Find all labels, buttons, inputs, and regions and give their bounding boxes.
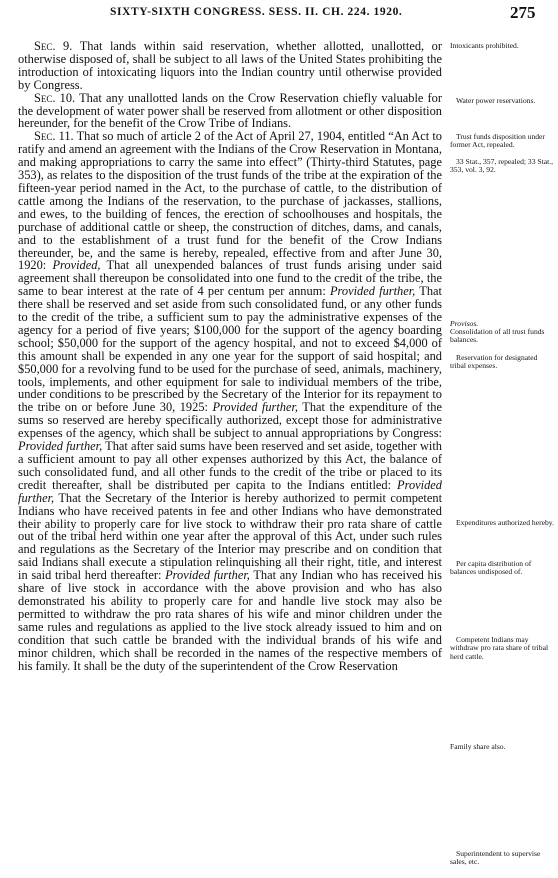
margin-note-consolidation: Consolidation of all trust funds balances. [450,327,545,345]
margin-note-competent-indians: Competent Indians may withdraw pro rata share of tribal herd cattle. [450,635,549,661]
section-11-paragraph [18,130,442,672]
proviso-italic: Provided further, [18,439,103,454]
page-number: 275 [510,3,536,22]
section-11-text-part: That there shall be reserved and set aside from such consolidated fund, or any other funds to the credit of the tribe, a sufficient sum to pay the administrative expenses of the agency for a period of five years; $100,000 for the support of the agency boarding school; $50,000 for the support of the agency hospital, and not to exceed $4,000 of this amount shall be expended in any one year for the support of said hospital; and $50,000 for a revolving fund to be used for the purchase of seed, animals, machinery, tools, implements, and other equipment for sale to individual members of the tribe, under conditions to be prescribed by the Secretary of the Interior for its repayment to the tribe on or before June 30, 1925: [18,284,442,415]
section-9-text: That lands within said reservation, whether allotted, unallotted, or otherwise disposed of, shall be subject to all laws of the United States prohibiting the introduction of intoxicating liquors into the Indian country until otherwise provided by Congress. [18,39,442,92]
margin-note-citation: 33 Stat., 357, repealed; 33 Stat., 353, vol. 3, 92. [450,157,554,175]
section-9-label: Sec. 9. [34,39,73,53]
page-header [0,3,558,23]
margin-note-family-share: Family share also. [450,742,506,751]
section-10-paragraph [18,92,442,131]
section-11-text-part: That so much of article 2 of the Act of April 27, 1904, entitled “An Act to ratify and amend an agreement with the Indians of the Crow Reservation in Montana, and making appropriations to carry the same into effect” (Thirty-third Statutes, page 353), as relates to the disposition of the trust funds of the tribe at the expiration of the fifteen-year period named in the Act, to the purchase of cattle, to the distribution of cattle among the Indians of the reservation, to the purchase of jackasses, stallions, and ewes, to the building of fences, the erection of schoolhouses and hospitals, the purchase of additional cattle or sheep, the construction of ditches, dams, and canals, and to the establishment of a trust fund for the benefit of the Crow Indians thereunder, be, and the same is hereby, repealed, effective from and after June 30, 1920: [18,129,442,273]
section-11-text-part: That all unexpended balances of trust funds arising under said agreement shall thereupon be consolidated into one fund to the credit of the tribe, the same to bear interest at the rate of 4 per centum per annum: [18,258,442,299]
proviso-italic: Provided, [52,258,101,273]
margin-note-intoxicants: Intoxicants prohibited. [450,41,519,50]
section-9-paragraph [18,40,442,92]
section-11-text-part: That the Secretary of the Interior is hereby authorized to permit competent Indians who have received patents in fee and other Indians who have demonstrated their ability to properly care for live stock to withdraw their pro rata share of cattle out of the tribal herd within one year after the approval of this Act, under such rules and regulations as the Secretary of the Interior may prescribe and on condition that said Indians shall execute a stipulation relinquishing all their right, title, and interest in said tribal herd thereafter: [18,490,443,583]
section-11-text-part: That any Indian who has received his share of live stock in accordance with the above provision and who has also demonstrated his ability to properly care for and handle live stock may also be permitted to withdraw the pro rata shares of his wife and minor children under the same rules and regulations as applied to the live stock already issued to him and on condition that such cattle be branded with the individual brands of his wife and minor children, which shall be recorded in the names of the respective members of his family. It shall be the duty of the superintendent of the Crow Reservation [18,568,442,673]
margin-note-per-capita: Per capita distribution of balances undisposed of. [450,559,532,577]
margin-note-superintendent: Superintendent to supervise sales, etc. [450,849,541,867]
margin-note-provisos: Provisos. [450,319,479,328]
proviso-italic: Provided further, [165,568,250,583]
statute-body [18,40,442,672]
section-11-text-part: That after said sums have been reserved and set aside, together with a sufficient amount to pay all other expenses authorized by this Act, the balance of such consolidated fund, and all other funds to the credit of the tribe or placed to its credit thereafter, shall be distributed per capita to the Indians entitled: [18,439,442,492]
section-10-text: That any unallotted lands on the Crow Reservation chiefly valuable for the development of water power shall be reserved from allotment or other disposition hereunder, for the benefit of the Crow Tribe of Indians. [18,90,443,131]
proviso-italic: Provided further, [212,400,299,415]
section-10-label: Sec. 10. [34,90,76,105]
section-11-text-part: That the expenditure of the sums so reserved are hereby specifically authorized, except those for administrative expenses of the agency, which shall be subject to annual appropriations by Congress: [18,400,442,441]
margin-note-reservation-expenses: Reservation for designated tribal expenses. [450,353,538,371]
running-head: SIXTY-SIXTH CONGRESS. SESS. II. CH. 224. 1920. [110,6,403,18]
proviso-italic: Provided further, [329,284,416,299]
margin-note-water-power: Water power reservations. [456,96,536,105]
margin-note-trust-funds: Trust funds disposition under former Act, repealed. [450,132,545,150]
section-11-label: Sec. 11. [34,129,74,144]
margin-note-expenditures: Expenditures authorized hereby. [456,518,554,527]
proviso-italic: Provided further, [18,477,442,505]
